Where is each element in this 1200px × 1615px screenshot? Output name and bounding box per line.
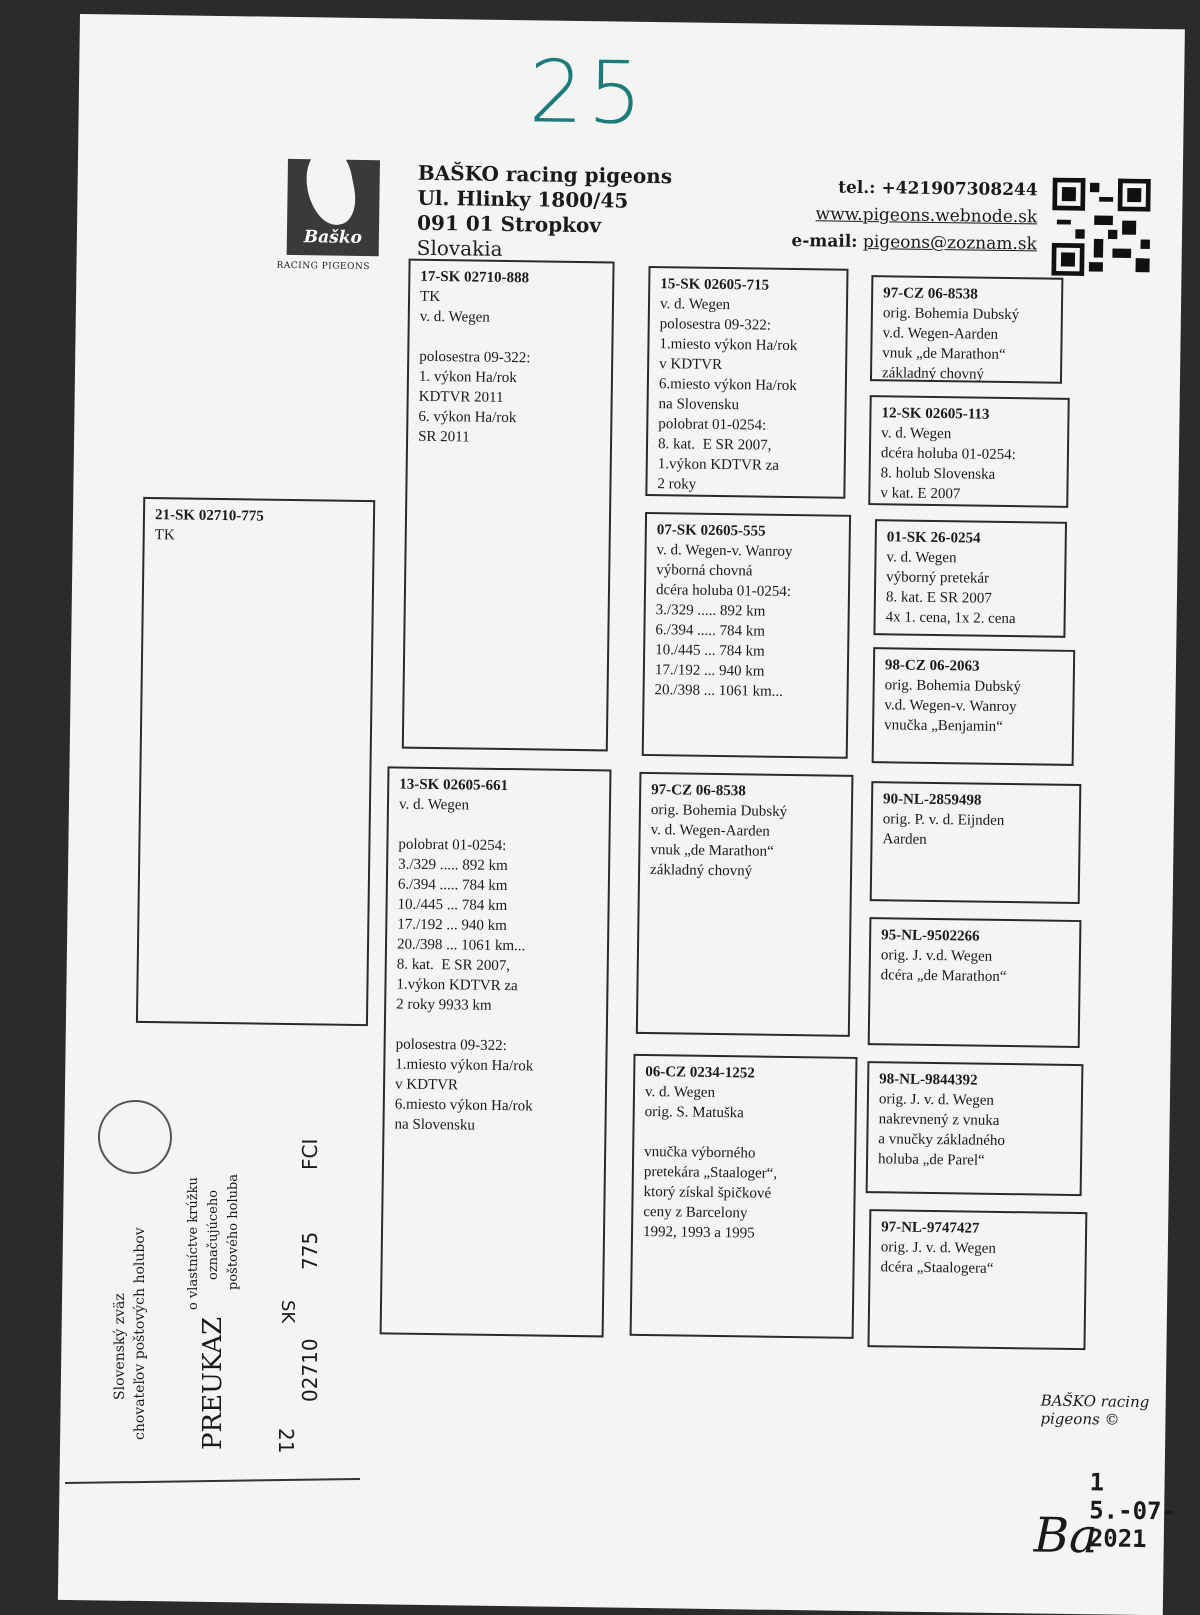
street: Ul. Hlinky 1800/45 (417, 185, 629, 213)
pedigree-line: 6./394 ..... 784 km (655, 622, 766, 640)
copyright: BAŠKO racing pigeons © (1040, 1391, 1150, 1429)
pedigree-line: na Slovensku (658, 396, 740, 414)
pedigree-line: nakrevnený z vnuka (878, 1111, 1000, 1129)
pedigree-line: 15-SK 02605-715 (660, 276, 770, 294)
pedigree-line: TK (419, 288, 441, 306)
card-org: Slovenský zväz (112, 1293, 128, 1400)
city: 091 01 Stropkov (416, 210, 602, 238)
pedigree-line: polosestra 09-322: (419, 348, 531, 367)
pedigree-box-mmf (866, 1061, 1084, 1196)
pedigree-line: orig. J. v. d. Wegen (878, 1091, 995, 1109)
card-country: SK (277, 1300, 298, 1324)
pedigree-line: dcéra holuba 01-0254: (880, 445, 1017, 464)
email-row (737, 227, 1037, 258)
pedigree-line: 17-SK 02710-888 (420, 268, 530, 287)
pedigree-line: holuba „de Parel“ (877, 1151, 985, 1169)
pedigree-line: výborný pretekár (886, 569, 990, 587)
pedigree-line: v. d. Wegen (419, 308, 490, 326)
pedigree-line: 97-NL-9747427 (881, 1219, 980, 1237)
pedigree-line: 98-CZ 06-2063 (884, 657, 980, 675)
pedigree-line: dcéra „Staalogera“ (880, 1259, 994, 1277)
handwritten-number: 25 (528, 42, 648, 144)
pedigree-line: ceny z Barcelony (643, 1203, 748, 1222)
pedigree-line: v. d. Wegen-Aarden (650, 822, 770, 840)
pedigree-line: orig. J. v.d. Wegen (880, 947, 993, 965)
pedigree-line: 1.miesto výkon Ha/rok (395, 1056, 534, 1075)
pedigree-line: 98-NL-9844392 (879, 1071, 978, 1089)
pedigree-box-father (402, 259, 615, 752)
pedigree-line: 97-CZ 06-8538 (883, 285, 978, 303)
pedigree-box-fff (870, 275, 1063, 384)
pedigree-line: ktorý získal špičkové (643, 1183, 772, 1202)
pedigree-box-fmm (872, 647, 1076, 766)
pedigree-box-fmf (873, 519, 1067, 638)
contact-block (737, 173, 1038, 258)
pedigree-line: 2 roky (657, 476, 697, 493)
card-desc1: o vlastníctve krúžku (186, 1177, 201, 1310)
pedigree-line: vnučka „Benjamin“ (884, 717, 1003, 735)
telephone: tel.: +421907308244 (838, 177, 1038, 201)
pedigree-line: Aarden (882, 831, 927, 848)
pedigree-line: 2 roky 9933 km (396, 996, 492, 1014)
qr-code-icon (1048, 178, 1153, 277)
pedigree-line: 13-SK 02605-661 (399, 776, 509, 795)
pedigree-line: 1.výkon KDTVR za (396, 976, 518, 995)
pedigree-line: 17./192 ... 940 km (654, 662, 765, 680)
pedigree-line: dcéra „de Marathon“ (880, 967, 1007, 986)
card-org2: chovateľov poštových holubov (132, 1227, 148, 1440)
pedigree-box-fm (642, 512, 851, 759)
pedigree-line: 10./445 ... 784 km (397, 896, 508, 915)
logo-name: Baško (303, 227, 363, 248)
pedigree-line: 8. kat. E SR 2007, (657, 436, 772, 454)
pedigree-line: KDTVR 2011 (418, 388, 504, 406)
country: Slovakia (416, 235, 503, 261)
pedigree-box-ff (645, 266, 848, 499)
pedigree-line: a vnučky základného (878, 1131, 1006, 1150)
pedigree-box-mmm (867, 1209, 1087, 1350)
pedigree-line: dcéra holuba 01-0254: (655, 582, 792, 600)
pedigree-line (399, 815, 599, 838)
pedigree-line: orig. S. Matuška (644, 1103, 744, 1122)
pedigree-line: vnuk „de Marathon“ (882, 345, 1006, 363)
pedigree-line: 20./398 ... 1061 km... (396, 936, 526, 955)
pedigree-line: orig. Bohemia Dubský (884, 677, 1022, 696)
pedigree-line: polosestra 09-322: (395, 1036, 507, 1055)
pedigree-line: orig. J. v. d. Wegen (880, 1239, 996, 1257)
pedigree-line: v. d. Wegen (886, 549, 957, 567)
pedigree-line: 8. kat. E SR 2007 (885, 589, 992, 607)
pedigree-line: 01-SK 26-0254 (886, 529, 981, 547)
pedigree-line (419, 327, 601, 350)
pedigree-line (396, 1015, 596, 1038)
pedigree-line: 6. výkon Ha/rok (418, 408, 517, 427)
card-number: 02710 (298, 1338, 322, 1402)
signature: Ba (1033, 1507, 1099, 1565)
pedigree-line: polosestra 09-322: (659, 316, 772, 334)
pedigree-line: 20./398 ... 1061 km... (654, 682, 784, 700)
pedigree-line: vnuk „de Marathon“ (650, 842, 774, 860)
pedigree-box-ffm (868, 395, 1070, 508)
website-link[interactable]: www.pigeons.webnode.sk (815, 204, 1038, 228)
pedigree-line: 4x 1. cena, 1x 2. cena (885, 609, 1016, 628)
pedigree-line: 1992, 1993 a 1995 (642, 1223, 755, 1242)
pedigree-line: 17./192 ... 940 km (397, 916, 508, 935)
pedigree-box-subject (136, 497, 375, 1026)
pedigree-line: 6.miesto výkon Ha/rok (658, 376, 797, 395)
pedigree-line: v. d. Wegen (881, 425, 952, 443)
pedigree-line: vnučka výborného (644, 1143, 756, 1162)
pedigree-line: 6./394 ..... 784 km (397, 876, 508, 895)
pigeon-icon (301, 146, 361, 229)
pedigree-line: 8. kat. E SR 2007, (396, 956, 511, 975)
pedigree-line: 3./329 ..... 892 km (398, 856, 508, 875)
pedigree-line: 07-SK 02605-555 (656, 522, 766, 540)
basko-logo (287, 159, 380, 256)
date-stamp: 1 5.-07- 2021 (1088, 1468, 1177, 1554)
pedigree-line: v. d. Wegen (659, 296, 731, 314)
pedigree-line: v KDTVR (394, 1076, 459, 1094)
pedigree-line: polobrat 01-0254: (398, 836, 507, 855)
pedigree-line: polobrat 01-0254: (658, 416, 767, 434)
pedigree-line: 06-CZ 0234-1252 (645, 1063, 755, 1082)
card-ring: 775 (298, 1231, 322, 1270)
company-name: BAŠKO racing pigeons (417, 160, 673, 189)
pedigree-line: 21-SK 02710-775 (154, 507, 264, 525)
pedigree-line: 97-CZ 06-8538 (651, 782, 746, 800)
email-label: e-mail: (791, 230, 858, 252)
pedigree-line: pretekára „Staaloger“, (643, 1163, 778, 1182)
pedigree-box-mf (636, 772, 854, 1037)
pedigree-line: SR 2011 (418, 428, 470, 446)
pedigree-line: výborná chovná (656, 562, 753, 580)
pedigree-line: v KDTVR (659, 356, 723, 373)
pedigree-line (644, 1122, 844, 1145)
pedigree-line: orig. Bohemia Dubský (882, 305, 1020, 324)
pedigree-line: orig. P. v. d. Eijnden (882, 811, 1005, 829)
pedigree-box-mm (630, 1054, 858, 1339)
pedigree-line: 95-NL-9502266 (881, 927, 980, 945)
pedigree-line: na Slovensku (394, 1116, 476, 1134)
pedigree-line: v. d. Wegen (644, 1083, 716, 1101)
pedigree-line: v.d. Wegen-v. Wanroy (884, 697, 1017, 716)
address-block (417, 161, 673, 265)
pedigree-line: v. d. Wegen (398, 796, 470, 814)
pedigree-line: základný chovný (649, 862, 753, 880)
pedigree-line: 8. holub Slovenska (880, 465, 996, 483)
pedigree-box-mfm (868, 917, 1082, 1048)
ring-card (90, 1080, 410, 1460)
pedigree-line: 10./445 ... 784 km (655, 642, 765, 660)
pedigree-line: v kat. E 2007 (880, 485, 961, 503)
pedigree-line: v. d. Wegen-v. Wanroy (656, 542, 793, 560)
pedigree-line: základný chovný (881, 365, 985, 383)
card-desc2: označujúceho (206, 1189, 221, 1280)
pedigree-line: 12-SK 02605-113 (881, 405, 990, 423)
email-link[interactable]: pigeons@zoznam.sk (862, 231, 1038, 255)
pedigree-line: v.d. Wegen-Aarden (882, 325, 999, 343)
card-year: 21 (274, 1428, 298, 1454)
card-desc3: poštového holuba (226, 1173, 241, 1290)
pedigree-line: 1.miesto výkon Ha/rok (659, 336, 798, 355)
logo-subtitle: RACING PIGEONS (276, 260, 371, 273)
pedigree-box-mother (380, 766, 612, 1337)
pedigree-line: orig. Bohemia Dubský (650, 802, 788, 820)
pedigree-line: 6.miesto výkon Ha/rok (394, 1096, 533, 1115)
pedigree-box-mff (870, 781, 1082, 904)
pedigree-line: 3./329 ..... 892 km (655, 602, 766, 620)
card-title: PREUKAZ (198, 1316, 228, 1450)
pedigree-line: 90-NL-2859498 (883, 791, 982, 809)
card-fci: FCI (298, 1138, 322, 1170)
pedigree-line: TK (154, 527, 175, 544)
pedigree-line: 1.výkon KDTVR za (657, 456, 780, 474)
pedigree-line: 1. výkon Ha/rok (418, 368, 517, 387)
